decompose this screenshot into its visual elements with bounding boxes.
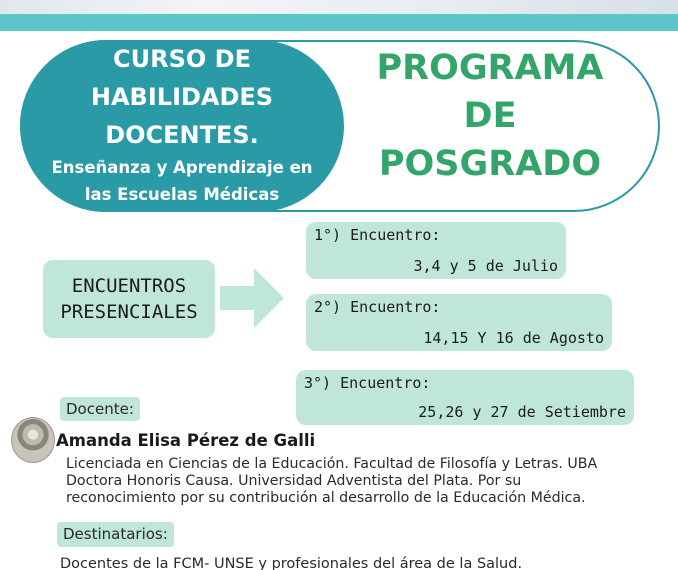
teacher-avatar xyxy=(11,417,55,463)
course-subtitle xyxy=(20,154,344,208)
course-subtitle-line: las Escuelas Médicas xyxy=(84,185,280,204)
encuentro-title: 2°) Encuentro: xyxy=(314,298,441,316)
program-title-line: PROGRAMA xyxy=(376,48,604,88)
course-title xyxy=(20,40,344,154)
header-photo-strip xyxy=(0,0,678,14)
encuentro-card-2 xyxy=(306,294,612,351)
destinatarios-text: Docentes de la FCM- UNSE y profesionales del área de la Salud. xyxy=(60,556,523,570)
teacher-description-line: Doctora Honoris Causa. Universidad Adventista del Plata. Por su xyxy=(66,473,522,489)
encuentros-label-box xyxy=(43,260,215,338)
docente-label: Docente: xyxy=(60,397,140,421)
teacher-description-line: reconocimiento por su contribución al desarrollo de la Educación Médica. xyxy=(66,490,586,506)
program-title-line: POSGRADO xyxy=(378,144,602,184)
header-band xyxy=(0,14,678,31)
destinatarios-label: Destinatarios: xyxy=(57,522,174,547)
course-title-line: DOCENTES. xyxy=(105,121,259,149)
encuentro-title: 3°) Encuentro: xyxy=(304,374,431,392)
teacher-description xyxy=(66,456,672,507)
course-title-line: CURSO DE xyxy=(113,45,251,73)
course-subtitle-line: Enseñanza y Aprendizaje en xyxy=(51,158,313,177)
program-title xyxy=(350,44,630,188)
encuentro-dates: 14,15 Y 16 de Agosto xyxy=(423,329,604,347)
teacher-name: Amanda Elisa Pérez de Galli xyxy=(56,431,316,450)
encuentro-dates: 25,26 y 27 de Setiembre xyxy=(418,403,626,421)
encuentro-card-3 xyxy=(296,370,634,425)
arrow-right-icon xyxy=(220,268,284,328)
encuentro-dates: 3,4 y 5 de Julio xyxy=(413,257,558,275)
teacher-description-line: Licenciada en Ciencias de la Educación. Facultad de Filosofía y Letras. UBA xyxy=(66,456,598,472)
encuentro-card-1 xyxy=(306,222,566,279)
encuentros-label-line: ENCUENTROS xyxy=(71,275,187,297)
program-title-line: DE xyxy=(463,96,517,136)
course-title-line: HABILIDADES xyxy=(90,83,274,111)
encuentros-label-line: PRESENCIALES xyxy=(60,301,198,323)
encuentro-title: 1°) Encuentro: xyxy=(314,226,441,244)
